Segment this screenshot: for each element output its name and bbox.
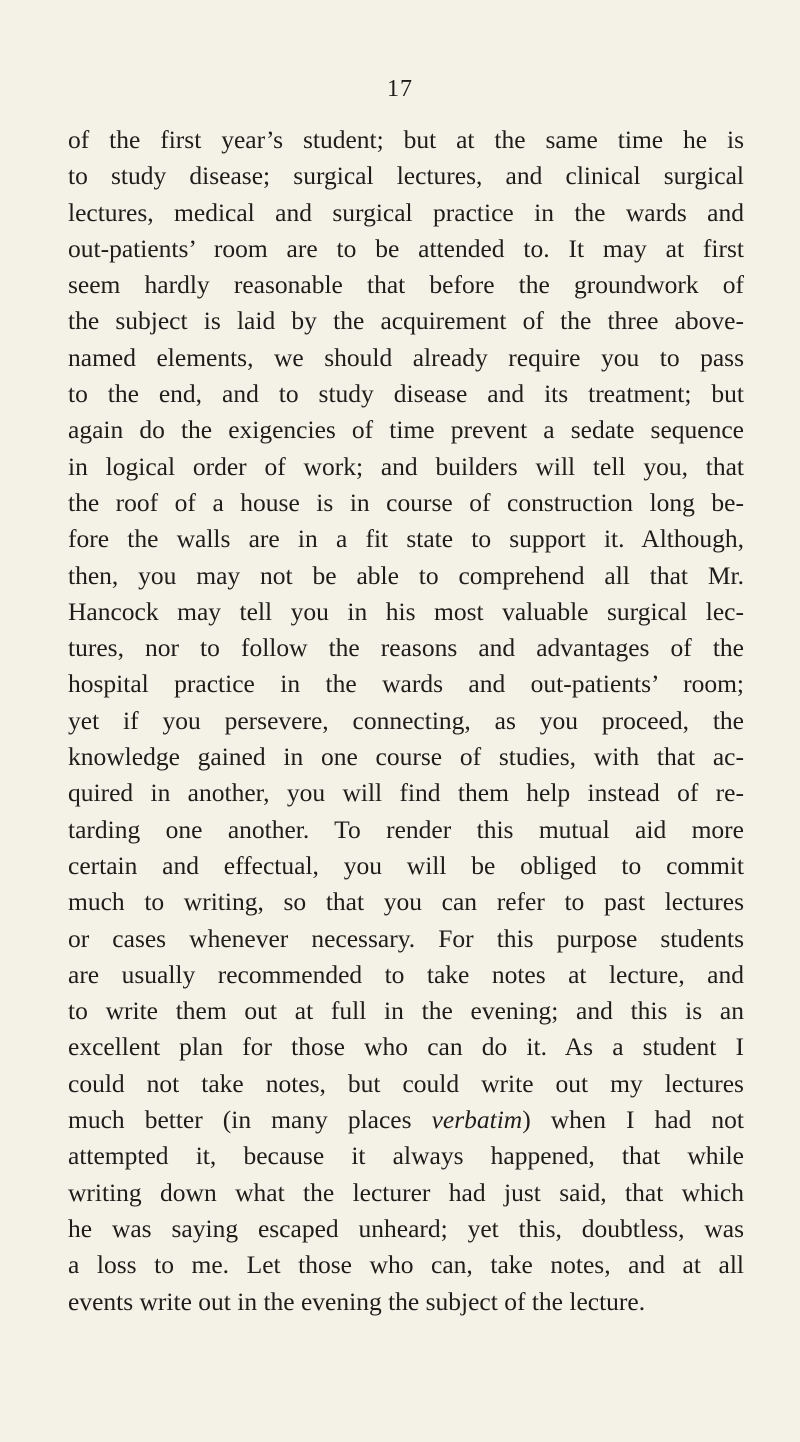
text-line: to the end, and to study disease and its treatment; but bbox=[68, 379, 744, 409]
body-text bbox=[68, 122, 744, 1320]
text-line: he was saying escaped unheard; yet this, doubtless, was bbox=[68, 1213, 744, 1243]
text-line: lectures, medical and surgical practice in the wards and bbox=[68, 197, 744, 227]
text-line: to study disease; surgical lectures, and clinical surgical bbox=[68, 161, 744, 191]
text-line: named elements, we should already require you to pass bbox=[68, 342, 744, 372]
text-line: are usually recommended to take notes at lecture, and bbox=[68, 959, 744, 989]
text-fragment: much better (in many places bbox=[68, 1105, 432, 1135]
text-line: of the first year’s student; but at the same time he is bbox=[68, 125, 744, 154]
text-line: much to writing, so that you can refer to past lectures bbox=[68, 887, 744, 917]
text-line: or cases whenever necessary. For this purpose students bbox=[68, 923, 744, 953]
text-line: fore the walls are in a fit state to support it. Although, bbox=[68, 524, 744, 554]
text-line: the subject is laid by the acquirement of the three above- bbox=[68, 306, 744, 336]
text-line: a loss to me. Let those who can, take notes, and at all bbox=[68, 1250, 744, 1280]
text-fragment: ) when I had not bbox=[522, 1105, 744, 1135]
text-line: out-patients’ room are to be attended to. It may at first bbox=[68, 233, 744, 263]
text-line: writing down what the lecturer had just said, that which bbox=[68, 1177, 744, 1207]
text-line: yet if you persevere, connecting, as you proceed, the bbox=[68, 705, 744, 735]
text-line: quired in another, you will find them help instead of re- bbox=[68, 778, 744, 808]
text-line: attempted it, because it always happened, that while bbox=[68, 1141, 744, 1171]
text-line: hospital practice in the wards and out-patients’ room; bbox=[68, 669, 744, 699]
text-line: could not take notes, but could write out my lectures bbox=[68, 1068, 744, 1098]
text-line: Hancock may tell you in his most valuable surgical lec- bbox=[68, 596, 744, 626]
text-line: tures, nor to follow the reasons and advantages of the bbox=[68, 633, 744, 663]
text-line: tarding one another. To render this mutual aid more bbox=[68, 814, 744, 844]
text-line: again do the exigencies of time prevent a sedate sequence bbox=[68, 415, 744, 445]
text-line: in logical order of work; and builders will tell you, that bbox=[68, 451, 744, 481]
text-line: the roof of a house is in course of construction long be- bbox=[68, 487, 744, 517]
page-number: 17 bbox=[387, 76, 413, 102]
text-line-with-italic bbox=[68, 1102, 744, 1138]
text-line: certain and effectual, you will be obliged to commit bbox=[68, 850, 744, 880]
text-line: excellent plan for those who can do it. As a student I bbox=[68, 1032, 744, 1062]
text-line: to write them out at full in the evening; and this is an bbox=[68, 996, 744, 1026]
text-line: seem hardly reasonable that before the groundwork of bbox=[68, 270, 744, 300]
italic-word-verbatim: verbatim bbox=[431, 1105, 523, 1135]
text-line: knowledge gained in one course of studies, with that ac- bbox=[68, 742, 744, 772]
text-line: then, you may not be able to comprehend all that Mr. bbox=[68, 560, 744, 590]
text-line-last: events write out in the evening the subject of the lecture. bbox=[68, 1286, 646, 1316]
